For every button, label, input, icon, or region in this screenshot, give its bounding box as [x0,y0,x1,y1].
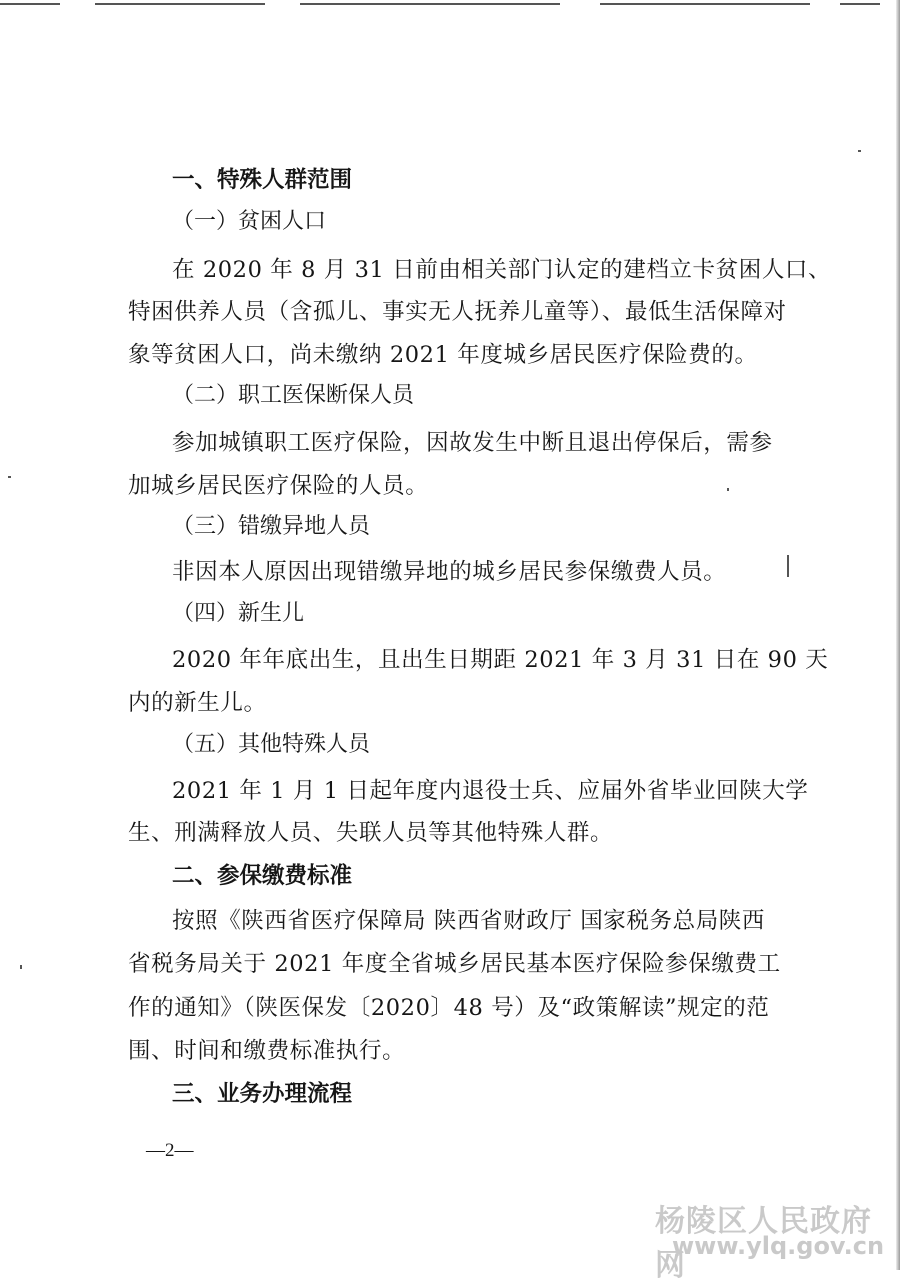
subsection-heading-4: （四）新生儿 [172,601,305,626]
scan-speck [20,965,22,969]
paragraph-line: 作的通知》（陕医保发〔2020〕48 号）及“政策解读”规定的范 [128,995,770,1021]
paragraph-line: 生、刑满释放人员、失联人员等其他特殊人群。 [128,820,614,846]
watermark-site-name: 杨陵区人民政府网 [655,1204,872,1283]
paragraph-line: 2020 年年底出生，且出生日期距 2021 年 3 月 31 日在 90 天 [172,647,829,673]
watermark-url: www.ylq.gov.cn [672,1232,885,1260]
paragraph-line: 加城乡居民医疗保险的人员。 [128,473,429,499]
paragraph-line: 省税务局关于 2021 年度全省城乡居民基本医疗保险参保缴费工 [128,951,781,977]
paragraph-line: 围、时间和缴费标准执行。 [128,1038,406,1064]
scan-speck [8,476,11,478]
paragraph-line: 特困供养人员（含孤儿、事实无人抚养儿童等）、最低生活保障对 [128,299,787,325]
scan-edge-right [896,0,900,1270]
subsection-heading-3: （三）错缴异地人员 [172,514,371,539]
paragraph-line: 象等贫困人口，尚未缴纳 2021 年度城乡居民医疗保险费的。 [128,342,758,368]
scan-mark [787,555,789,577]
subsection-heading-2: （二）职工医保断保人员 [172,383,415,408]
scan-speck [727,488,729,491]
page-number: —2— [146,1140,194,1161]
section-heading-1: 一、特殊人群范围 [172,167,353,193]
scan-edge-top [0,3,900,6]
scan-speck [858,150,861,152]
subsection-heading-5: （五）其他特殊人员 [172,732,371,757]
section-heading-2: 二、参保缴费标准 [172,863,353,889]
paragraph-line: 按照《陕西省医疗保障局 陕西省财政厅 国家税务总局陕西 [172,908,766,934]
paragraph-line: 非因本人原因出现错缴异地的城乡居民参保缴费人员。 [172,559,727,585]
paragraph-line: 内的新生儿。 [128,690,267,716]
subsection-heading-1: （一）贫困人口 [172,209,327,234]
paragraph-line: 2021 年 1 月 1 日起年度内退役士兵、应届外省毕业回陕大学 [172,778,809,804]
section-heading-3: 三、业务办理流程 [172,1081,353,1107]
paragraph-line: 参加城镇职工医疗保险，因故发生中断且退出停保后，需参 [172,430,773,456]
paragraph-line: 在 2020 年 8 月 31 日前由相关部门认定的建档立卡贫困人口、 [172,257,832,283]
